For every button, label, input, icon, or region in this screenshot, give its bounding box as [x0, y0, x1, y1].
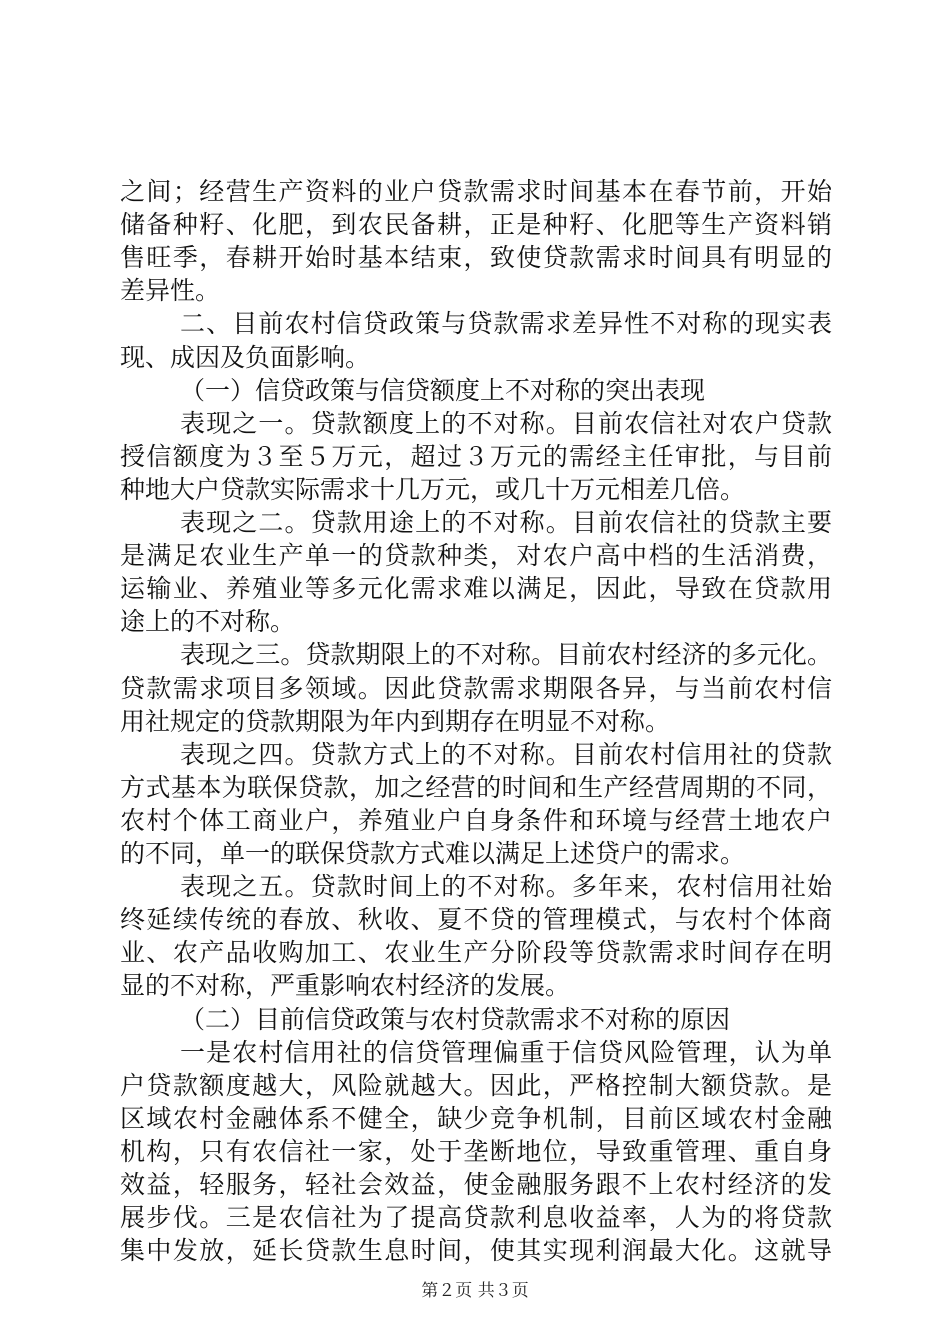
text-line: 表现之四。贷款方式上的不对称。目前农村信用社的贷款	[180, 740, 832, 769]
text-line: 效益，轻服务，轻社会效益，使金融服务跟不上农村经济的发	[120, 1170, 832, 1199]
text-line: 展步伐。三是农信社为了提高贷款利息收益率，人为的将贷款	[120, 1203, 832, 1232]
text-line: 业、农产品收购加工、农业生产分阶段等贷款需求时间存在明	[120, 938, 832, 967]
text-line: 显的不对称，严重影响农村经济的发展。	[120, 971, 571, 1000]
text-line: 之间；经营生产资料的业户贷款需求时间基本在春节前，开始	[120, 177, 832, 206]
text-line: 机构，只有农信社一家，处于垄断地位，导致重管理、重自身	[120, 1137, 832, 1166]
text-line: 的不同，单一的联保贷款方式难以满足上述贷户的需求。	[120, 839, 746, 868]
text-line: 二、目前农村信贷政策与贷款需求差异性不对称的现实表	[180, 309, 832, 338]
text-line: 储备种籽、化肥，到农民备耕，正是种籽、化肥等生产资料销	[120, 210, 832, 239]
text-line: 集中发放，延长贷款生息时间，使其实现利润最大化。这就导	[120, 1236, 832, 1265]
text-line: 现、成因及负面影响。	[120, 343, 371, 372]
text-line: 售旺季，春耕开始时基本结束，致使贷款需求时间具有明显的	[120, 243, 832, 272]
text-line: 授信额度为３至５万元，超过３万元的需经主任审批，与目前	[120, 442, 832, 471]
text-line: 贷款需求项目多领域。因此贷款需求期限各异，与当前农村信	[120, 674, 832, 703]
text-line: 是满足农业生产单一的贷款种类，对农户高中档的生活消费，	[120, 541, 832, 570]
text-line: 一是农村信用社的信贷管理偏重于信贷风险管理，认为单	[180, 1038, 832, 1067]
text-line: 户贷款额度越大，风险就越大。因此，严格控制大额贷款。是	[120, 1071, 832, 1100]
text-line: 农村个体工商业户，养殖业户自身条件和环境与经营土地农户	[120, 806, 832, 835]
text-line: 差异性。	[120, 276, 221, 305]
text-line: （二）目前信贷政策与农村贷款需求不对称的原因	[180, 1005, 731, 1034]
text-line: 种地大户贷款实际需求十几万元，或几十万元相差几倍。	[120, 475, 746, 504]
text-line: 方式基本为联保贷款，加之经营的时间和生产经营周期的不同，	[120, 773, 832, 802]
text-line: 区域农村金融体系不健全，缺少竞争机制，目前区域农村金融	[120, 1104, 832, 1133]
text-line: 表现之二。贷款用途上的不对称。目前农信社的贷款主要	[180, 508, 832, 537]
text-line: 表现之一。贷款额度上的不对称。目前农信社对农户贷款	[180, 409, 832, 438]
text-line: 终延续传统的春放、秋收、夏不贷的管理模式，与农村个体商	[120, 905, 832, 934]
text-line: 用社规定的贷款期限为年内到期存在明显不对称。	[120, 707, 671, 736]
text-line: 途上的不对称。	[120, 607, 296, 636]
text-line: 表现之五。贷款时间上的不对称。多年来，农村信用社始	[180, 872, 832, 901]
text-line: 表现之三。贷款期限上的不对称。目前农村经济的多元化。	[180, 640, 832, 669]
text-line: 运输业、养殖业等多元化需求难以满足，因此，导致在贷款用	[120, 574, 832, 603]
text-line: （一）信贷政策与信贷额度上不对称的突出表现	[180, 376, 706, 405]
page-footer: 第２页 共３页	[421, 1281, 529, 1301]
